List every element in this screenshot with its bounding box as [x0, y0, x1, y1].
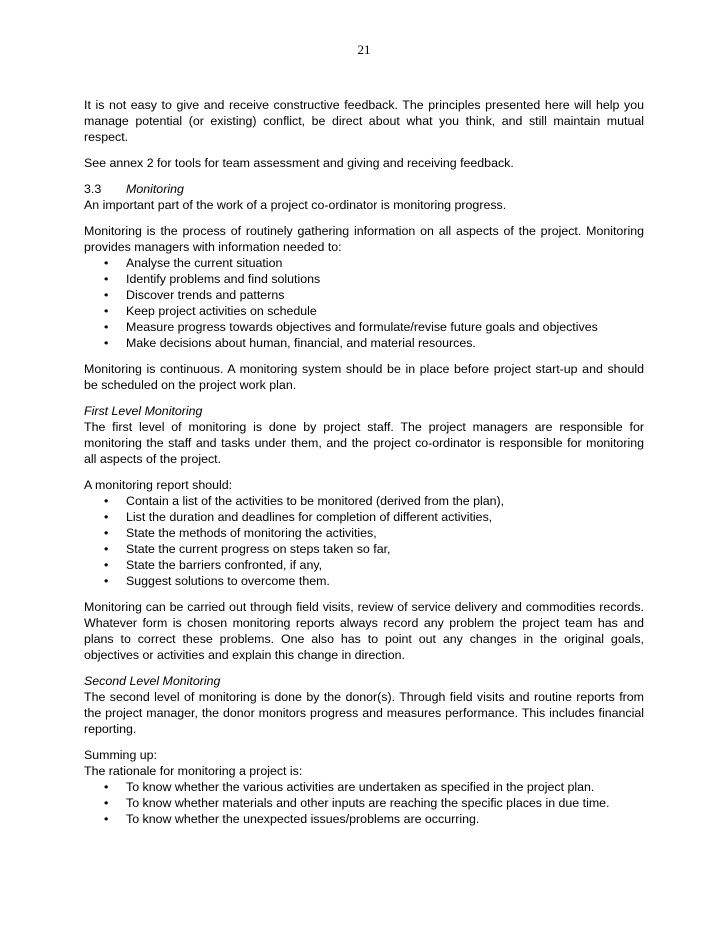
list-item-text: Discover trends and patterns: [126, 288, 285, 302]
list-item: [84, 541, 644, 557]
continuous-paragraph: Monitoring is continuous. A monitoring system should be in place before project start-up and should be scheduled on the project work plan.: [84, 362, 644, 392]
intro-paragraph: It is not easy to give and receive constructive feedback. The principles presented here will help you manage potential (or existing) conflict, be direct about what you think, and still maintain mutual respect.: [84, 98, 644, 144]
list-item: [84, 573, 644, 589]
list-item-text: Measure progress towards objectives and formulate/revise future goals and objectives: [126, 320, 598, 334]
annex-paragraph: See annex 2 for tools for team assessment and giving and receiving feedback.: [84, 156, 514, 170]
bullet-icon: •: [104, 812, 109, 826]
bullet-icon: •: [104, 494, 109, 508]
report-list: [84, 493, 644, 589]
first-level-heading: First Level Monitoring: [84, 404, 203, 418]
definition-paragraph: Monitoring is the process of routinely gathering information on all aspects of the project. Monitoring provides managers with information needed to:: [84, 224, 644, 254]
bullet-icon: •: [104, 272, 109, 286]
list-item-text: To know whether the unexpected issues/problems are occurring.: [126, 812, 480, 826]
list-item-text: State the barriers confronted, if any,: [126, 558, 323, 572]
list-item: [84, 811, 644, 827]
bullet-icon: •: [104, 780, 109, 794]
important-paragraph: An important part of the work of a project co-ordinator is monitoring progress.: [84, 198, 507, 212]
bullet-icon: •: [104, 304, 109, 318]
list-item: [84, 779, 644, 795]
list-item-text: To know whether the various activities are undertaken as specified in the project plan.: [126, 780, 595, 794]
summing-up: Summing up:: [84, 748, 158, 762]
second-level-heading: Second Level Monitoring: [84, 674, 221, 688]
page-number: 21: [357, 42, 371, 57]
list-item: [84, 509, 644, 525]
bullet-icon: •: [104, 558, 109, 572]
field-visits-paragraph: Monitoring can be carried out through field visits, review of service delivery and commodities records. Whatever form is chosen monitoring reports always record any problem the project team has and plans to correct these problems. One also has to point out any changes in the original goals, objectives or activities and explain this change in direction.: [84, 600, 644, 662]
bullet-icon: •: [104, 510, 109, 524]
report-intro: A monitoring report should:: [84, 478, 233, 492]
list-item: [84, 795, 644, 811]
list-item-text: State the current progress on steps taken so far,: [126, 542, 391, 556]
bullet-icon: •: [104, 542, 109, 556]
list-item-text: Identify problems and find solutions: [126, 272, 321, 286]
list-item-text: List the duration and deadlines for completion of different activities,: [126, 510, 493, 524]
bullet-icon: •: [104, 256, 109, 270]
bullet-icon: •: [104, 288, 109, 302]
list-item: [84, 303, 644, 319]
bullet-icon: •: [104, 336, 109, 350]
second-level-paragraph: The second level of monitoring is done by the donor(s). Through field visits and routine reports from the project manager, the donor monitors progress and measures performance. This includes financial reporting.: [84, 690, 644, 736]
section-heading: [84, 181, 644, 197]
list-item-text: Suggest solutions to overcome them.: [126, 574, 330, 588]
section-title: Monitoring: [126, 182, 184, 196]
list-item: [84, 271, 644, 287]
list-item: [84, 335, 644, 351]
list-item: [84, 493, 644, 509]
list-item: [84, 255, 644, 271]
list-item: [84, 319, 644, 335]
rationale-intro: The rationale for monitoring a project is:: [84, 764, 303, 778]
page-body: [84, 97, 644, 837]
bullet-icon: •: [104, 320, 109, 334]
bullet-icon: •: [104, 574, 109, 588]
section-number: 3.3: [84, 182, 102, 196]
info-list: [84, 255, 644, 351]
bullet-icon: •: [104, 796, 109, 810]
list-item-text: Contain a list of the activities to be monitored (derived from the plan),: [126, 494, 505, 508]
list-item-text: Analyse the current situation: [126, 256, 283, 270]
list-item: [84, 557, 644, 573]
list-item-text: Make decisions about human, financial, and material resources.: [126, 336, 476, 350]
bullet-icon: •: [104, 526, 109, 540]
list-item-text: State the methods of monitoring the activities,: [126, 526, 377, 540]
list-item-text: Keep project activities on schedule: [126, 304, 317, 318]
list-item: [84, 525, 644, 541]
list-item: [84, 287, 644, 303]
first-level-paragraph: The first level of monitoring is done by project staff. The project managers are responsible for monitoring the staff and tasks under them, and the project co-ordinator is responsible for monitoring all aspects of the project.: [84, 420, 644, 466]
list-item-text: To know whether materials and other inputs are reaching the specific places in due time.: [126, 796, 610, 810]
rationale-list: [84, 779, 644, 827]
